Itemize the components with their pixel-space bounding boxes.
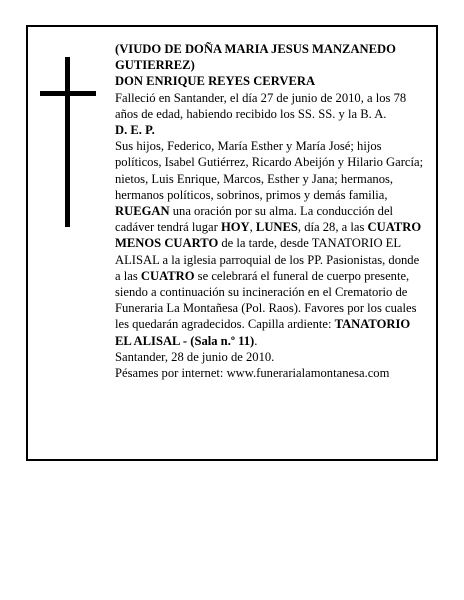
family-list: Sus hijos, Federico, María Esther y María José; hijos políticos, Isabel Gutiérrez, Ricardo Abeijón y Hilario García; nietos, Luis Enrique, Marcos, Esther y Jana; hermanos, hermanos políticos, sobrinos, primos y demás familia,: [115, 139, 424, 202]
condolences-line: Pésames por internet: www.funerarialamontanesa.com: [115, 366, 390, 381]
cross-icon: [28, 27, 88, 187]
request-end: .: [254, 333, 258, 348]
request-comma: ,: [249, 220, 256, 235]
widower-line: (VIUDO DE DOÑA MARIA JESUS MANZANEDO GUTIERREZ): [115, 42, 396, 73]
date-line: Santander, 28 de junio de 2010.: [115, 349, 275, 364]
funeral-time: CUATRO MENOS CUARTO: [115, 220, 422, 251]
rip-line: D. E. P.: [115, 123, 155, 138]
deceased-name: DON ENRIQUE REYES CERVERA: [115, 74, 316, 89]
chapel-name: TANATORIO EL ALISAL - (Sala n.º 11): [115, 317, 411, 348]
hoy-word: HOY: [220, 220, 250, 235]
death-notice: Falleció en Santander, el día 27 de junio de 2010, a los 78 años de edad, habiendo recibido los SS. SS. y la B. A.: [115, 90, 407, 121]
cross-vertical-bar: [65, 57, 70, 227]
cuatro-word: CUATRO: [140, 268, 195, 283]
ruegan-word: RUEGAN: [115, 204, 170, 219]
lunes-word: LUNES: [255, 220, 298, 235]
cross-horizontal-bar: [40, 91, 96, 96]
obituary-notice: [26, 25, 438, 461]
obituary-text: [115, 41, 427, 381]
request-text-2: , día 28, a las: [297, 220, 368, 235]
funeral-request: [115, 203, 427, 349]
request-text-4: se celebrará el funeral de cuerpo presente, siendo a continuación su incineración en el Crematorio de Funeraria La Montañesa (Pol. Raos). Favores por los cuales les quedarán agradecidos. Capilla ardiente:: [115, 268, 417, 332]
request-text-1: una oración por su alma. La conducción del cadáver tendrá lugar: [115, 204, 394, 235]
request-text-3: de la tarde, desde TANATORIO EL ALISAL a la iglesia parroquial de los PP. Pasionistas, donde a las: [115, 236, 420, 283]
